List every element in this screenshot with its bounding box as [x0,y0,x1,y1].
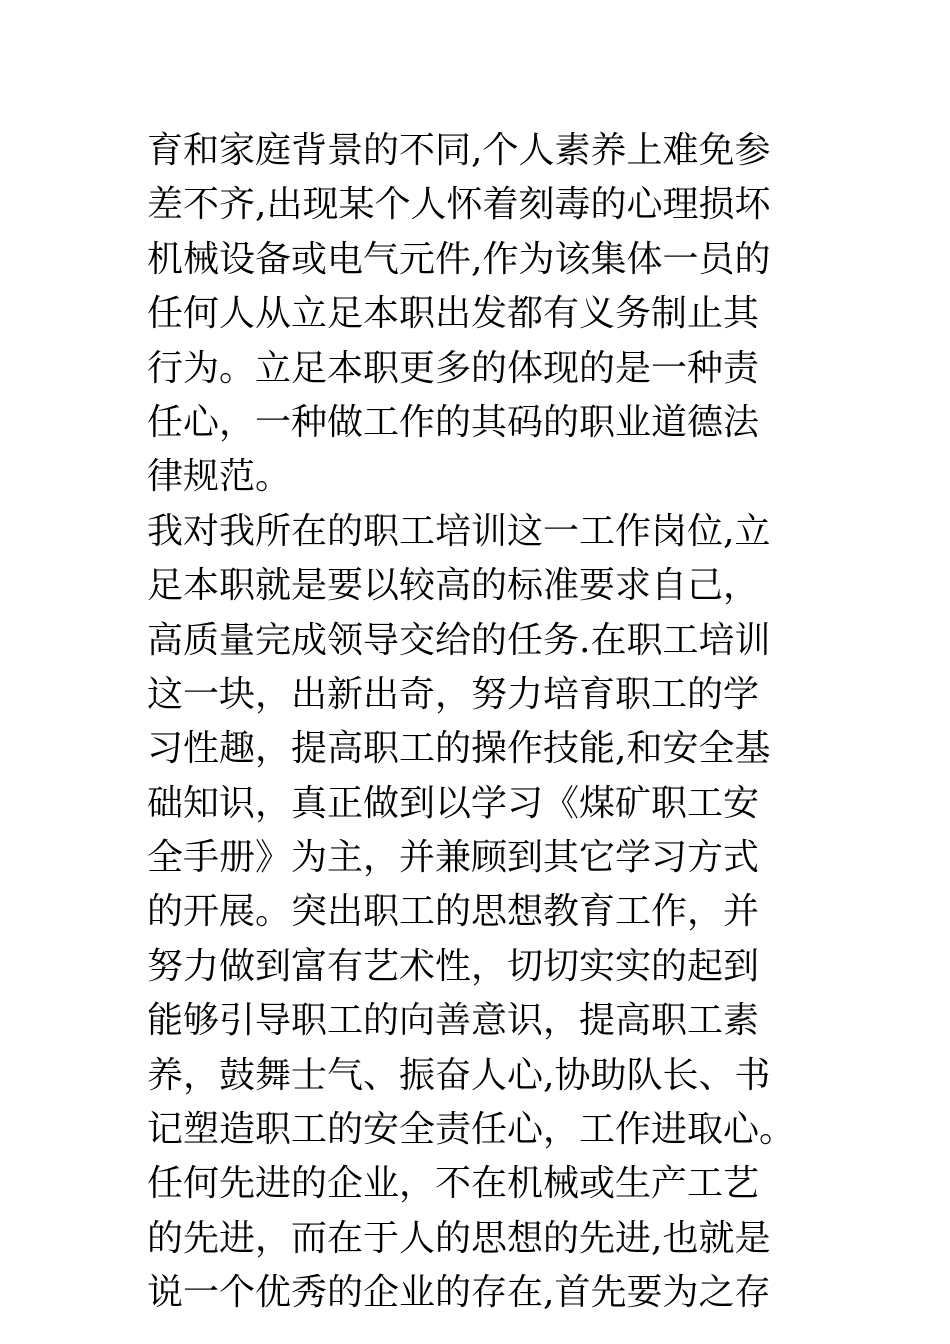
text-line: 说一个优秀的企业的存在,首先要为之存 [147,1272,771,1314]
text-line: 的开展。突出职工的思想教育工作，并 [147,891,760,933]
text-line: 这一块，出新出奇，努力培育职工的学 [147,673,760,715]
text-line: 记塑造职工的安全责任心，工作进取心。 [147,1109,796,1151]
text-line: 习性趣，提高职工的操作技能,和安全基 [147,728,771,770]
text-line: 育和家庭背景的不同,个人素养上难免参 [147,130,771,171]
text-line: 我对我所在的职工培训这一工作岗位,立 [147,510,771,552]
text-line: 足本职就是要以较高的标准要求自己， [147,565,760,607]
text-line: 任心，一种做工作的其码的职业道德法 [147,401,760,443]
text-line: 养，鼓舞士气、振奋人心,协助队长、书 [147,1054,771,1096]
text-line: 机械设备或电气元件,作为该集体一员的 [147,238,771,280]
text-line: 律规范。 [147,456,292,498]
text-line: 差不齐,出现某个人怀着刻毒的心理损坏 [147,184,771,226]
text-line: 能够引导职工的向善意识，提高职工素 [147,1000,760,1042]
text-line: 础知识，真正做到以学习《煤矿职工安 [147,782,760,824]
body-text [147,124,817,1321]
text-line: 高质量完成领导交给的任务.在职工培训 [147,619,771,661]
text-line: 努力做到富有艺术性，切切实实的起到 [147,945,760,987]
text-line: 的先进，而在于人的思想的先进,也就是 [147,1217,771,1259]
text-line: 任何人从立足本职出发都有义务制止其 [147,293,760,335]
text-line: 行为。立足本职更多的体现的是一种责 [147,347,760,389]
text-line: 全手册》为主，并兼顾到其它学习方式 [147,837,760,879]
text-line: 任何先进的企业，不在机械或生产工艺 [147,1163,760,1205]
